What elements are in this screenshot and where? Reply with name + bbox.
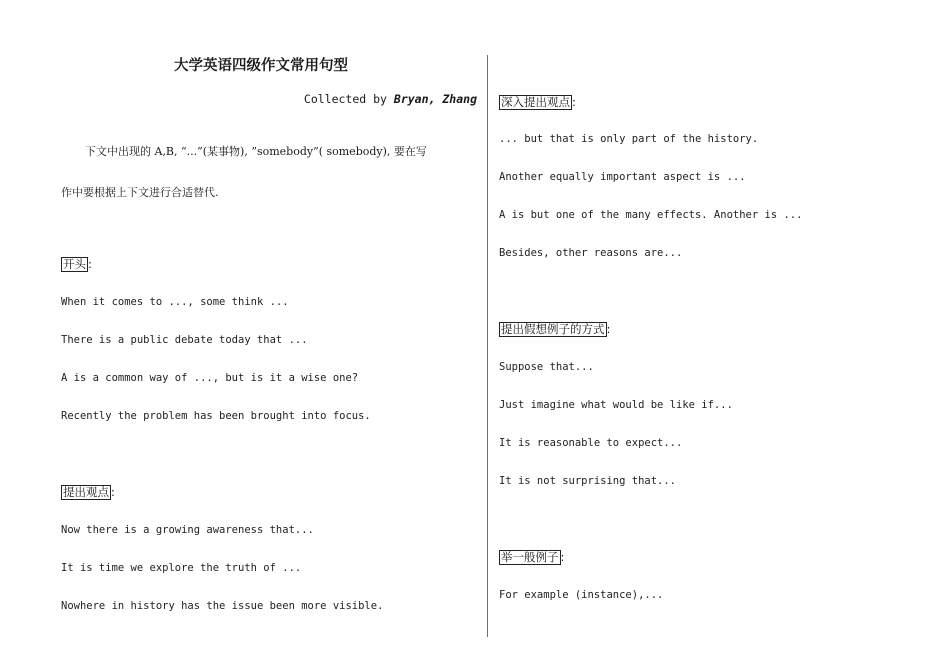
phrase-item: ... but that is only part of the history. [499, 133, 759, 145]
section-heading-label: 深入提出观点 [501, 95, 570, 109]
heading-colon: : [606, 322, 611, 336]
phrase-item: There is a public debate today that ... [61, 334, 308, 346]
document-title: 大学英语四级作文常用句型 [174, 58, 348, 74]
intro-line-1: 下文中出现的 A,B, “...”(某事物), ”somebody”( somebody), 要在写 [85, 145, 427, 158]
heading-colon: : [88, 257, 92, 271]
phrase-item: It is time we explore the truth of ... [61, 562, 302, 574]
phrase-item: Just imagine what would be like if... [499, 399, 733, 411]
phrase-item: It is reasonable to expect... [499, 437, 683, 449]
phrase-item: When it comes to ..., some think ... [61, 296, 289, 308]
heading-colon: : [111, 485, 115, 499]
phrase-item: It is not surprising that... [499, 475, 677, 487]
section-heading-label: 提出观点 [63, 485, 109, 499]
column-divider [487, 55, 488, 637]
phrase-item: Recently the problem has been brought into focus. [61, 410, 371, 422]
phrase-item: For example (instance),... [499, 589, 664, 601]
section-heading-opening [61, 257, 92, 272]
intro-line-2: 作中要根据上下文进行合适替代. [61, 186, 219, 199]
phrase-item: Nowhere in history has the issue been more visible. [61, 600, 384, 612]
section-heading-label: 开头 [63, 257, 86, 271]
phrase-item: Suppose that... [499, 361, 594, 373]
byline-author: Bryan, Zhang [393, 92, 477, 106]
section-heading-deeper-viewpoint [499, 95, 576, 110]
heading-colon: : [560, 550, 565, 564]
byline-prefix: Collected by [303, 92, 394, 106]
phrase-item: Besides, other reasons are... [499, 247, 683, 259]
section-heading-general-examples [499, 550, 564, 565]
section-heading-viewpoint [61, 485, 115, 500]
byline [304, 92, 477, 106]
phrase-item: Another equally important aspect is ... [499, 171, 746, 183]
phrase-item: Now there is a growing awareness that... [61, 524, 314, 536]
section-heading-hypothetical-examples [499, 322, 610, 337]
heading-colon: : [572, 95, 576, 109]
section-heading-label: 提出假想例子的方式 [501, 322, 605, 336]
section-heading-label: 举一般例子 [501, 550, 559, 564]
phrase-item: A is a common way of ..., but is it a wise one? [61, 372, 359, 384]
phrase-item: A is but one of the many effects. Another is ... [499, 209, 803, 221]
